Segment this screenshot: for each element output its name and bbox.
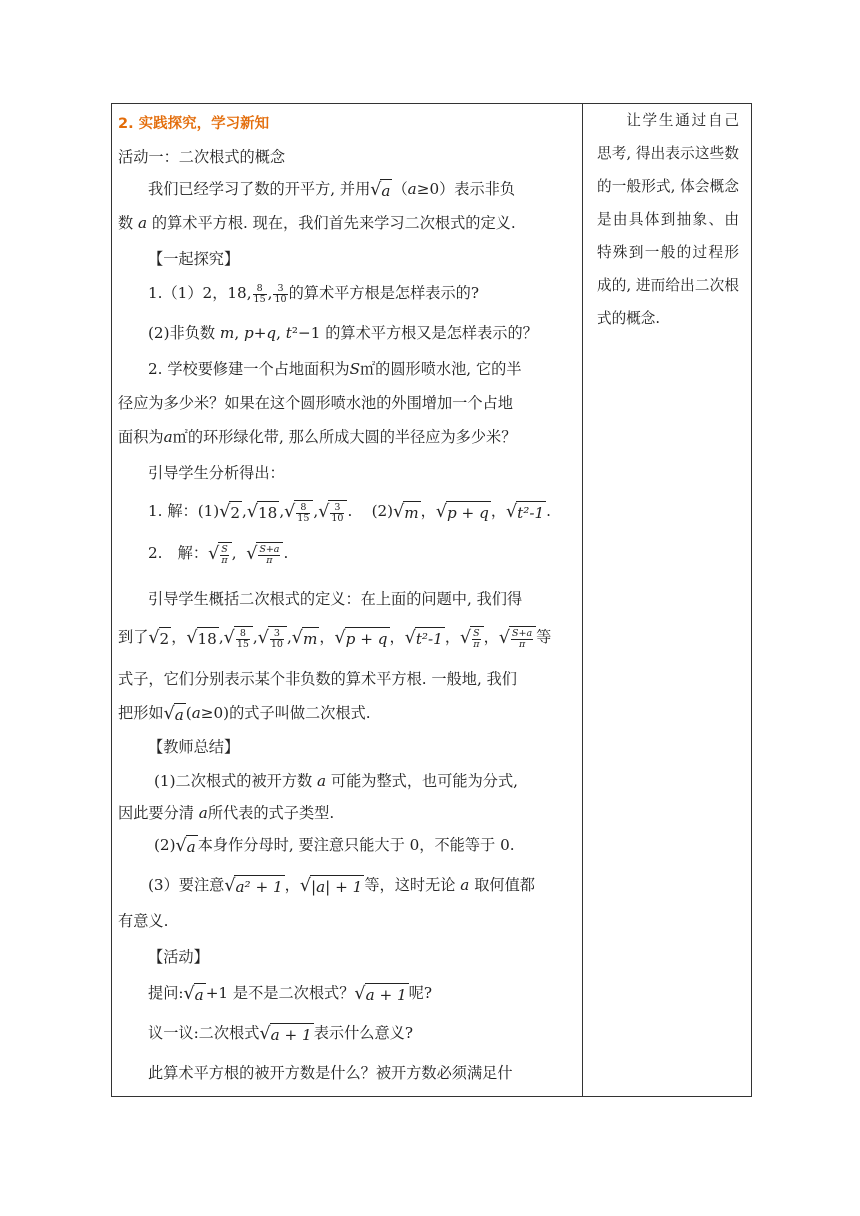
intro-line-2: 数 a 的算术平方根. 现在，我们首先来学习二次根式的定义. — [118, 214, 516, 232]
notes-cell — [583, 104, 752, 1097]
summary-3-line-1: (3）要注意√a² + 1 ，√|a| + 1 等，这时无论 a 取何值都 — [148, 876, 535, 897]
last-line: 此算术平方根的被开方数是什么？被开方数必须满足什 — [148, 1064, 513, 1082]
discuss-question: 议一议:二次根式√a + 1 表示什么意义? — [148, 1024, 413, 1045]
question-2-line-2: 径应为多少米？如果在这个圆形喷水池的外围增加一个占地 — [118, 394, 513, 412]
guide-text-2-line-2: 到了√2 ，√18 ,√ $\frac{8}{15}$ ,√ $\frac{3}{10}$ ,√m ，√p + q ，√t²-1 ，√ $\frac{S}{\pi}$ ，√ $\frac{S+a}{\pi}$ 等 — [118, 627, 552, 650]
intro-line-1: 我们已经学习了数的开平方, 并用√a （a≥0）表示非负 — [148, 180, 516, 201]
ask-question: 提问:√a +1 是不是二次根式？√a + 1 呢? — [148, 984, 433, 1005]
guide-text-2-line-4: 把形如√a (a≥0)的式子叫做二次根式. — [118, 704, 371, 725]
section-title: 2. 实践探究，学习新知 — [118, 116, 270, 132]
lesson-table — [111, 103, 752, 1097]
summary-3-line-2: 有意义. — [118, 912, 169, 930]
question-1: 1.（1）2，18, $\frac{8}{15}$ , $\frac{3}{10}$ 的算术平方根是怎样表示的? — [148, 282, 479, 305]
question-2-line-3: 面积为a㎡的环形绿化带, 那么所成大圆的半径应为多少米？ — [118, 428, 517, 446]
sqrt-a: √a — [370, 180, 391, 201]
activity-heading: 【活动】 — [148, 948, 209, 966]
content-cell — [112, 104, 583, 1097]
guide-text-1: 引导学生分析得出： — [148, 464, 285, 482]
explore-heading: 【一起探究】 — [148, 250, 240, 268]
summary-1-line-1: (1)二次根式的被开方数 a 可能为整式，也可能为分式, — [154, 772, 518, 790]
answer-2: 2. 解：√ $\frac{S}{\pi}$ , √ $\frac{S+a}{\pi}$ . — [148, 543, 289, 566]
question-1-2: (2)非负数 m, p+q, t²−1 的算术平方根又是怎样表示的？ — [148, 324, 538, 342]
guide-text-2-line-3: 式子，它们分别表示某个非负数的算术平方根. 一般地, 我们 — [118, 670, 517, 688]
summary-1-line-2: 因此要分清 a所代表的式子类型. — [118, 804, 335, 822]
answer-1: 1. 解：(1)√2 ,√18 ,√ $\frac{8}{15}$ ,√ $\frac{3}{10}$ . (2)√m ，√p + q ，√t²-1 . — [148, 501, 551, 524]
fraction-3-10: $\frac{3}{10}$ — [274, 282, 287, 305]
fraction-8-15: $\frac{8}{15}$ — [253, 282, 266, 305]
activity-title: 活动一：二次根式的概念 — [118, 148, 286, 166]
teacher-heading: 【教师总结】 — [148, 738, 240, 756]
summary-2: (2)√a 本身作分母时, 要注意只能大于 0，不能等于 0. — [154, 836, 515, 857]
guide-text-2-line-1: 引导学生概括二次根式的定义：在上面的问题中, 我们得 — [148, 590, 523, 608]
side-note: 让学生通过自己思考, 得出表示这些数的一般形式, 体会概念是由具体到抽象、由特殊到一般的过程形成的, 进而给出二次根式的概念. — [597, 112, 739, 327]
question-2-line-1: 2. 学校要修建一个占地面积为S㎡的圆形喷水池, 它的半 — [148, 360, 522, 378]
